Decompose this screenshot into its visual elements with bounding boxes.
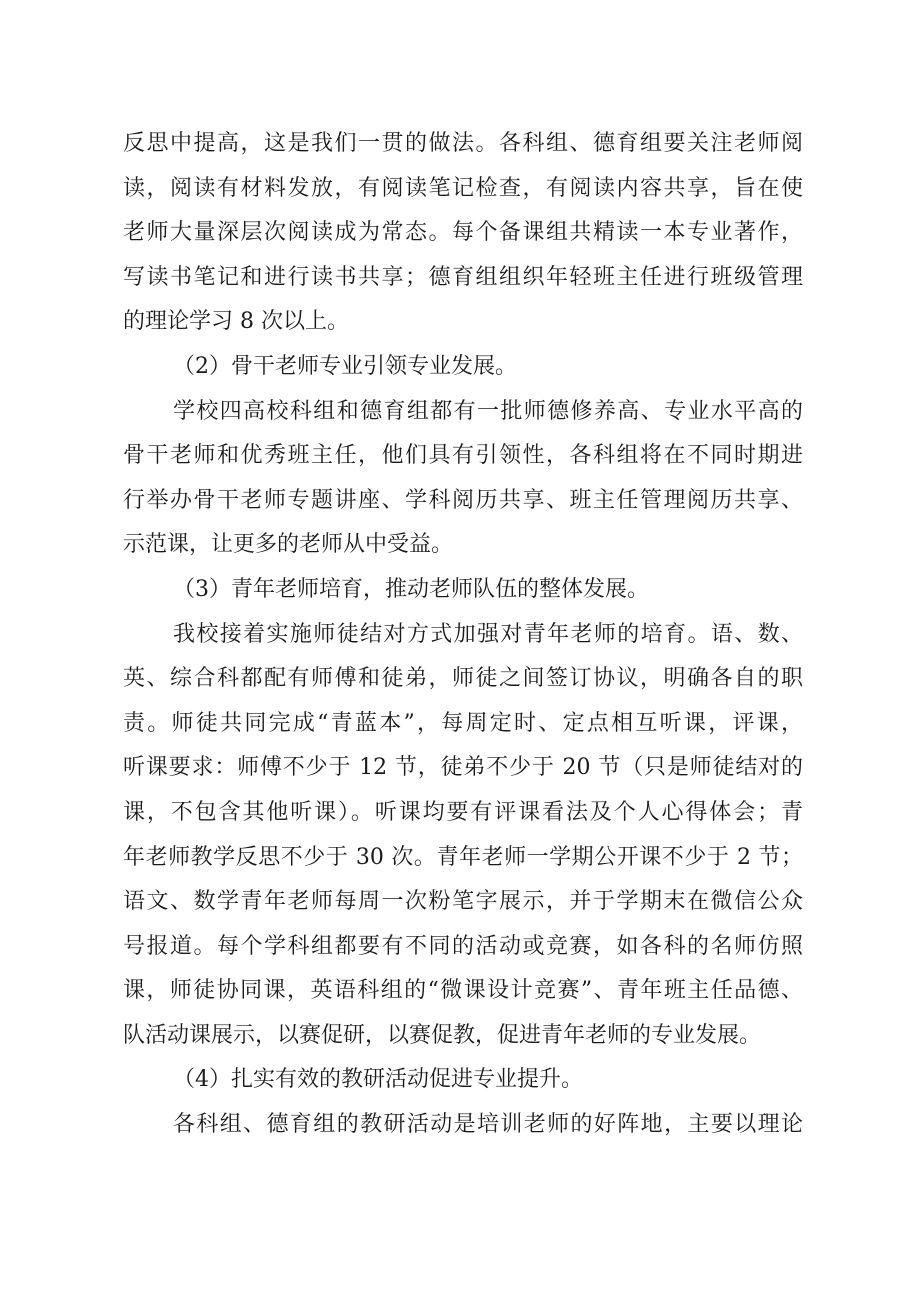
paragraph-young-teachers	[123, 613, 803, 1059]
text-line: 反思中提高，这是我们一贯的做法。各科组、德育组要关注老师阅	[123, 131, 803, 156]
text-line: 的理论学习 8 次以上。	[123, 309, 349, 335]
text-line: 我校接着实施师徒结对方式加强对青年老师的培育。语、数、	[173, 621, 803, 647]
text-line: 行举办骨干老师专题讲座、学科阅历共享、班主任管理阅历共享、	[123, 487, 803, 513]
text-line: 各科组、德育组的教研活动是培训老师的好阵地，主要以理论	[173, 1112, 803, 1138]
text-line: 老师大量深层次阅读成为常态。每个备课组共精读一本专业著作，	[123, 220, 803, 246]
section-heading-2: （2）骨干老师专业引领专业发展。	[173, 353, 517, 379]
text-line: 年老师教学反思不少于 30 次。青年老师一学期公开课不少于 2 节；	[123, 844, 803, 870]
text-line: 写读书笔记和进行读书共享；德育组组织年轻班主任进行班级管理	[123, 264, 803, 290]
text-line: 骨干老师和优秀班主任，他们具有引领性，各科组将在不同时期进	[123, 443, 803, 469]
text-line: 听课要求：师傅不少于 12 节，徒弟不少于 20 节（只是师徒结对的	[123, 755, 803, 781]
text-line: 号报道。每个学科组都要有不同的活动或竞赛，如各科的名师仿照	[123, 933, 803, 959]
text-line: 语文、数学青年老师每周一次粉笔字展示，并于学期末在微信公众	[123, 889, 803, 915]
section-heading-3: （3）青年老师培育，推动老师队伍的整体发展。	[173, 576, 649, 602]
paragraph-reading	[123, 122, 803, 345]
section-heading-4: （4）扎实有效的教研活动促进专业提升。	[173, 1067, 583, 1093]
text-line: 读，阅读有材料发放，有阅读笔记检查，有阅读内容共享，旨在使	[123, 175, 803, 201]
text-line: 学校四高校科组和德育组都有一批师德修养高、专业水平高的	[173, 398, 803, 424]
text-line: 示范课，让更多的老师从中受益。	[123, 532, 454, 558]
text-line: 英、综合科都配有师傅和徒弟，师徒之间签订协议，明确各自的职	[123, 666, 803, 692]
document-body	[123, 122, 803, 1148]
text-line: 课，师徒协同课，英语科组的“微课设计竞赛”、青年班主任品德、	[123, 978, 803, 1004]
paragraph-backbone-teachers	[123, 390, 803, 568]
paragraph-research-activities	[123, 1103, 803, 1148]
text-line: 责。师徒共同完成“青蓝本”，每周定时、定点相互听课，评课，	[123, 710, 803, 736]
text-line: 课，不包含其他听课）。听课均要有评课看法及个人心得体会；青	[123, 799, 803, 825]
text-line: 队活动课展示，以赛促研，以赛促教，促进青年老师的专业发展。	[123, 1022, 762, 1048]
